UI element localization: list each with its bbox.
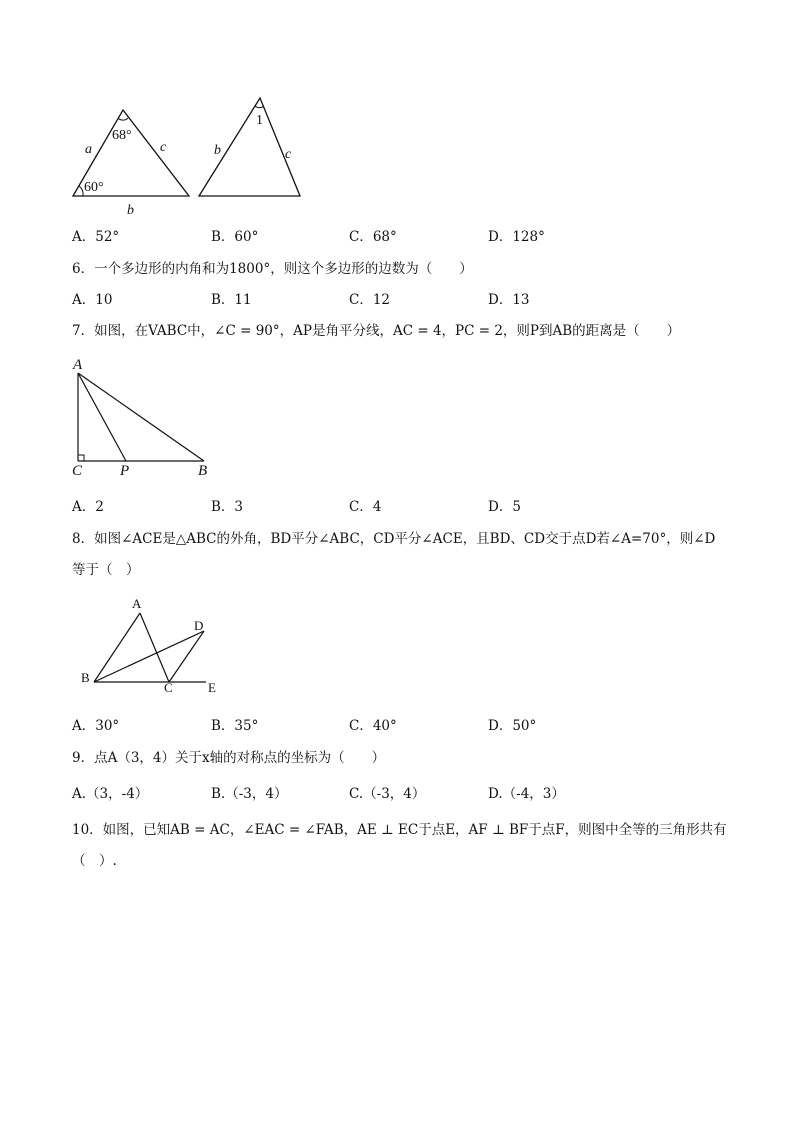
q5-label-c1: c — [160, 140, 167, 155]
q5-figure — [68, 96, 308, 226]
q7-label-b: B — [198, 463, 208, 479]
q10-text-line2: （ ）. — [72, 853, 117, 869]
q5-label-c2: c — [285, 147, 292, 162]
q7-text: 7．如图，在VABC中，∠C = 90°，AP是角平分线，AC = 4，PC = 2，则P到AB的距离是（ ） — [72, 323, 681, 339]
q5-options — [72, 228, 732, 246]
q5-arc-left — [79, 186, 83, 196]
q9-text: 9．点A（3，4）关于x轴的对称点的坐标为（ ） — [72, 750, 386, 766]
q8-label-b: B — [81, 670, 90, 685]
q7-figure — [68, 354, 218, 479]
q8-text-line1: 8．如图∠ACE是△ABC的外角，BD平分∠ABC，CD平分∠ACE，且BD、CD交于点D若∠A=70°，则∠D — [72, 531, 716, 547]
q9-options — [72, 785, 732, 803]
q5-label-b2: b — [214, 143, 221, 158]
q5-angle-60: 60° — [84, 180, 104, 195]
q8-label-a: A — [132, 596, 142, 611]
q7-right-angle-mark — [78, 455, 84, 461]
q7-option-a: A．2 — [72, 499, 104, 515]
q7-options — [72, 498, 732, 516]
q7-option-b: B．3 — [211, 499, 244, 515]
q6-option-a: A．10 — [72, 292, 113, 308]
q9-option-d: D.（-4，3） — [488, 786, 565, 802]
q8-option-b: B．35° — [211, 718, 259, 734]
q8-side-ac — [140, 613, 169, 682]
q6-option-c: C．12 — [349, 292, 391, 308]
q6-options — [72, 291, 732, 309]
q8-option-a: A．30° — [72, 718, 120, 734]
q6-option-d: D．13 — [488, 292, 530, 308]
q5-arc-t2 — [255, 106, 264, 108]
q9-option-b: B.（-3，4） — [211, 786, 288, 802]
q5-option-c: C．68° — [349, 229, 397, 245]
q8-option-d: D．50° — [488, 718, 537, 734]
q8-label-c: C — [164, 680, 173, 695]
q8-options — [72, 717, 732, 735]
q7-option-c: C．4 — [349, 499, 382, 515]
q5-label-a: a — [85, 142, 92, 157]
q7-bisector-ap — [78, 373, 126, 461]
q9-option-a: A.（3，-4） — [72, 786, 149, 802]
q8-label-e: E — [208, 680, 216, 695]
q10-text-line1: 10．如图，已知AB = AC，∠EAC = ∠FAB，AE ⊥ EC于点E，AF ⊥ BF于点F，则图中全等的三角形共有 — [72, 822, 727, 838]
q5-arc-top — [118, 118, 128, 120]
q5-angle-68: 68° — [112, 128, 132, 143]
q9-option-c: C.（-3，4） — [349, 786, 426, 802]
q8-option-c: C．40° — [349, 718, 397, 734]
q7-label-c: C — [72, 463, 83, 479]
q5-angle-1: 1 — [256, 113, 263, 128]
q8-figure — [76, 594, 226, 694]
q7-label-p: P — [120, 463, 130, 479]
q5-option-a: A．52° — [72, 229, 120, 245]
q5-label-b1: b — [127, 203, 134, 218]
q7-label-a: A — [73, 357, 83, 373]
q6-text: 6．一个多边形的内角和为1800°，则这个多边形的边数为（ ） — [72, 261, 473, 277]
q7-side-ab — [78, 373, 204, 461]
q6-option-b: B．11 — [211, 292, 252, 308]
q7-option-d: D．5 — [488, 499, 521, 515]
q8-label-d: D — [194, 618, 204, 633]
q8-text-line2: 等于（ ） — [72, 562, 140, 578]
q5-option-d: D．128° — [488, 229, 545, 245]
q5-option-b: B．60° — [211, 229, 259, 245]
